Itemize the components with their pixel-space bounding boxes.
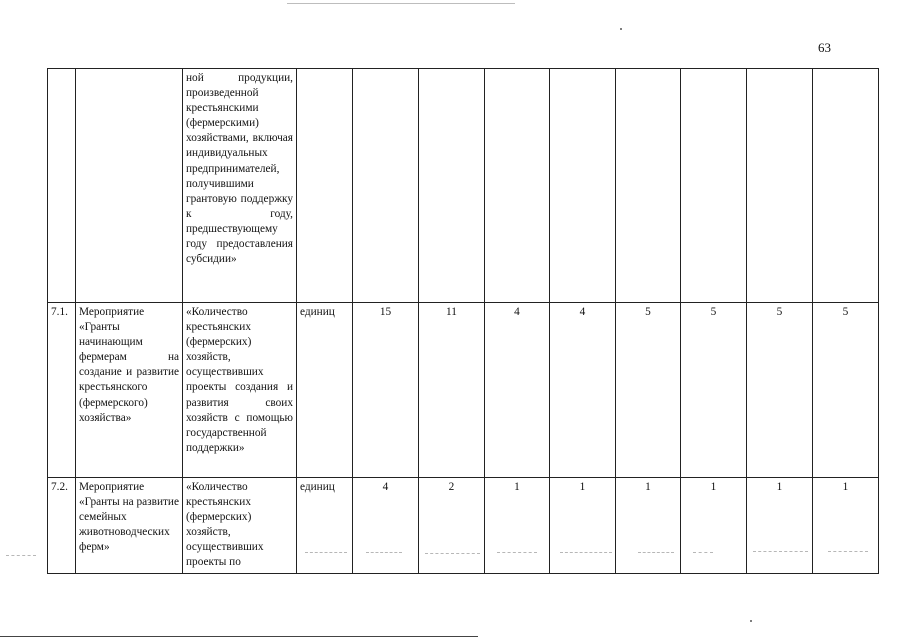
table-row [48,478,879,574]
measure-name-cell: Мероприятие «Гранты начинающим фермерам на создание и развитие крестьянского (фермерского) хозяйства» [76,303,183,478]
row-number-cell [48,69,76,303]
table-row [48,303,879,478]
value-cell [681,69,747,303]
indicator-cell: «Количество крестьянских (фермерских) хозяйств, осуществивших проекты по [183,478,297,574]
unit-cell: единиц [297,478,353,574]
value-cell: 5 [616,303,681,478]
value-cell: 4 [485,303,550,478]
value-cell: 1 [550,478,616,574]
scan-dash [6,555,36,556]
value-cell: 5 [681,303,747,478]
value-cell [747,69,813,303]
table-row [48,69,879,303]
row-number-cell: 7.2. [48,478,76,574]
scan-speck [750,620,752,622]
scan-dash [305,552,347,553]
value-cell [419,69,485,303]
value-cell [485,69,550,303]
row-number-cell: 7.1. [48,303,76,478]
value-cell: 1 [747,478,813,574]
value-cell: 1 [813,478,879,574]
indicator-cell: ной продукции, произведенной крестьянскими (фермерскими) хозяйствами, включая индивидуальных предпринимателей, получившими грантовую поддержку к году, предшествующему году предоставления субсидии» [183,69,297,303]
value-cell: 2 [419,478,485,574]
indicator-table [47,68,879,574]
scan-artifact-bottom [0,636,478,637]
scan-speck [620,28,622,30]
value-cell: 11 [419,303,485,478]
scan-dash [560,552,612,553]
scan-dash [366,552,402,553]
value-cell: 4 [550,303,616,478]
value-cell: 4 [353,478,419,574]
unit-cell [297,69,353,303]
value-cell: 1 [681,478,747,574]
measure-name-cell [76,69,183,303]
scan-artifact-top [287,3,515,4]
value-cell: 1 [485,478,550,574]
indicator-cell: «Количество крестьянских (фермерских) хозяйств, осуществивших проекты создания и развития своих хозяйств с помощью государственной поддержки» [183,303,297,478]
value-cell [353,69,419,303]
page-number: 63 [818,40,831,55]
scan-dash [425,553,480,554]
value-cell [550,69,616,303]
value-cell: 15 [353,303,419,478]
scan-dash [753,551,808,552]
scan-dash [693,552,713,553]
scan-dash [828,551,868,552]
value-cell: 1 [616,478,681,574]
scan-dash [638,552,674,553]
value-cell: 5 [747,303,813,478]
value-cell [813,69,879,303]
scan-dash [497,552,537,553]
value-cell [616,69,681,303]
measure-name-cell: Мероприятие «Гранты на развитие семейных животноводческих ферм» [76,478,183,574]
value-cell: 5 [813,303,879,478]
unit-cell: единиц [297,303,353,478]
